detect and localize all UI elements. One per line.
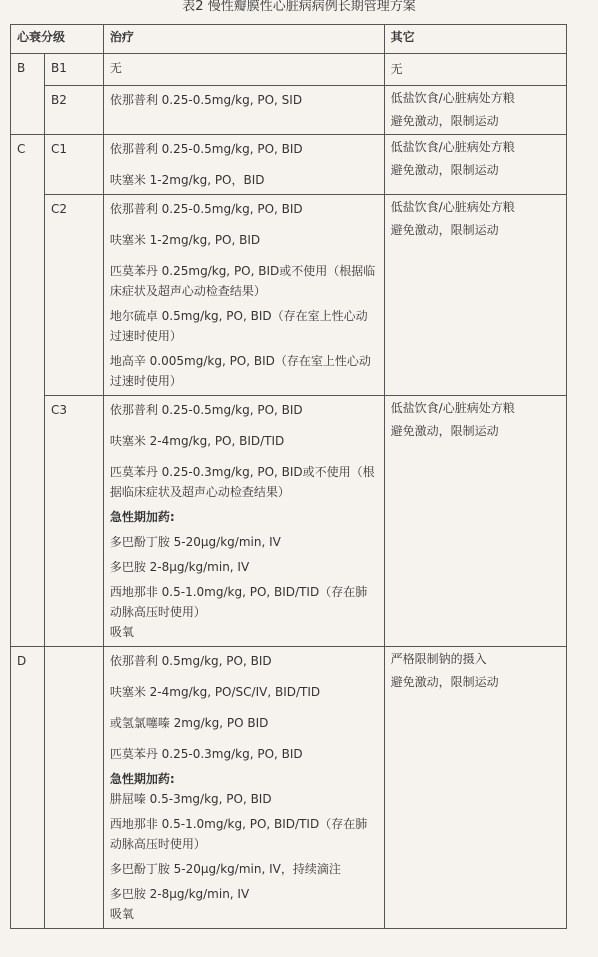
treatment-line: 依那普利 0.25-0.5mg/kg, PO, SID [109, 93, 303, 107]
other-cell [384, 195, 566, 396]
treatment-cell [103, 195, 384, 396]
other-line: 避免激动，限制运动 [390, 675, 499, 689]
header-other: 其它 [384, 25, 566, 54]
other-cell [384, 86, 566, 135]
treatment-cell [103, 135, 384, 195]
other-cell [384, 396, 566, 647]
table-row [11, 135, 567, 195]
other-line: 低盐饮食/心脏病处方粮 [390, 401, 515, 415]
table-caption: 表2 慢性瓣膜性心脏病病例长期管理方案 [182, 0, 416, 14]
treatment-line: 地高辛 0.005mg/kg, PO, BID（存在室上性心动过速时使用） [109, 354, 371, 388]
treatment-line: 多巴酚丁胺 5-20μg/kg/min, IV，持续滴注 [109, 862, 341, 876]
substage-cell: C2 [44, 195, 103, 396]
substage-cell: C1 [44, 135, 103, 195]
other-line: 避免激动，限制运动 [390, 163, 499, 177]
header-row [11, 25, 567, 54]
other-line: 严格限制钠的摄入 [390, 652, 487, 666]
treatment-line: 匹莫苯丹 0.25-0.3mg/kg, PO, BID [109, 747, 303, 761]
management-table-container [10, 24, 567, 929]
treatment-line: 地尔硫卓 0.5mg/kg, PO, BID（存在室上性心动过速时使用） [109, 309, 368, 343]
substage-cell: C3 [44, 396, 103, 647]
treatment-line: 依那普利 0.5mg/kg, PO, BID [109, 654, 272, 668]
substage-cell: B2 [44, 86, 103, 135]
other-line: 低盐饮食/心脏病处方粮 [390, 140, 515, 154]
treatment-line: 呋塞米 1-2mg/kg, PO，BID [109, 173, 265, 187]
treatment-line: 依那普利 0.25-0.5mg/kg, PO, BID [109, 202, 303, 216]
treatment-line: 匹莫苯丹 0.25mg/kg, PO, BID或不使用（根据临床症状及超声心动检查结果） [109, 264, 376, 298]
other-cell [384, 647, 566, 929]
other-cell [384, 54, 566, 86]
other-line: 无 [390, 62, 403, 76]
treatment-line: 多巴胺 2-8μg/kg/min, IV [109, 560, 250, 574]
treatment-line: 依那普利 0.25-0.5mg/kg, PO, BID [109, 142, 303, 156]
substage-cell [44, 647, 103, 929]
treatment-line: 呋塞米 2-4mg/kg, PO, BID/TID [109, 434, 285, 448]
stage-cell-b: B [11, 54, 45, 135]
treatment-line: 呋塞米 2-4mg/kg, PO/SC/IV, BID/TID [109, 685, 321, 699]
acute-phase-label: 急性期加药: [109, 510, 175, 524]
treatment-line: 呋塞米 1-2mg/kg, PO, BID [109, 233, 261, 247]
treatment-cell [103, 86, 384, 135]
table-row [11, 647, 567, 929]
treatment-line: 无 [109, 61, 122, 75]
treatment-line: 西地那非 0.5-1.0mg/kg, PO, BID/TID（存在肺动脉高压时使用） [109, 585, 368, 619]
treatment-line: 多巴酚丁胺 5-20μg/kg/min, IV [109, 535, 281, 549]
management-table [10, 24, 567, 929]
treatment-cell [103, 647, 384, 929]
other-line: 低盐饮食/心脏病处方粮 [390, 200, 515, 214]
other-line: 避免激动，限制运动 [390, 114, 499, 128]
header-treatment: 治疗 [103, 25, 384, 54]
treatment-cell [103, 54, 384, 86]
table-row [11, 86, 567, 135]
treatment-line: 依那普利 0.25-0.5mg/kg, PO, BID [109, 403, 303, 417]
header-stage: 心衰分级 [11, 25, 104, 54]
treatment-line: 或氢氯噻嗪 2mg/kg, PO BID [109, 716, 269, 730]
other-line: 避免激动，限制运动 [390, 223, 499, 237]
other-line: 避免激动，限制运动 [390, 424, 499, 438]
treatment-cell [103, 396, 384, 647]
acute-phase-label: 急性期加药: [109, 772, 175, 786]
treatment-line: 多巴胺 2-8μg/kg/min, IV [109, 887, 250, 901]
substage-cell: B1 [44, 54, 103, 86]
stage-cell-c: C [11, 135, 45, 647]
treatment-line: 匹莫苯丹 0.25-0.3mg/kg, PO, BID或不使用（根据临床症状及超声心动检查结果） [109, 465, 375, 499]
treatment-line: 肼屈嗪 0.5-3mg/kg, PO, BID [109, 792, 272, 806]
table-row [11, 195, 567, 396]
treatment-line: 吸氧 [109, 907, 134, 921]
other-line: 低盐饮食/心脏病处方粮 [390, 91, 515, 105]
treatment-line: 西地那非 0.5-1.0mg/kg, PO, BID/TID（存在肺动脉高压时使用） [109, 817, 368, 851]
other-cell [384, 135, 566, 195]
table-row [11, 396, 567, 647]
stage-cell-d: D [11, 647, 45, 929]
table-row [11, 54, 567, 86]
treatment-line: 吸氧 [109, 625, 134, 639]
